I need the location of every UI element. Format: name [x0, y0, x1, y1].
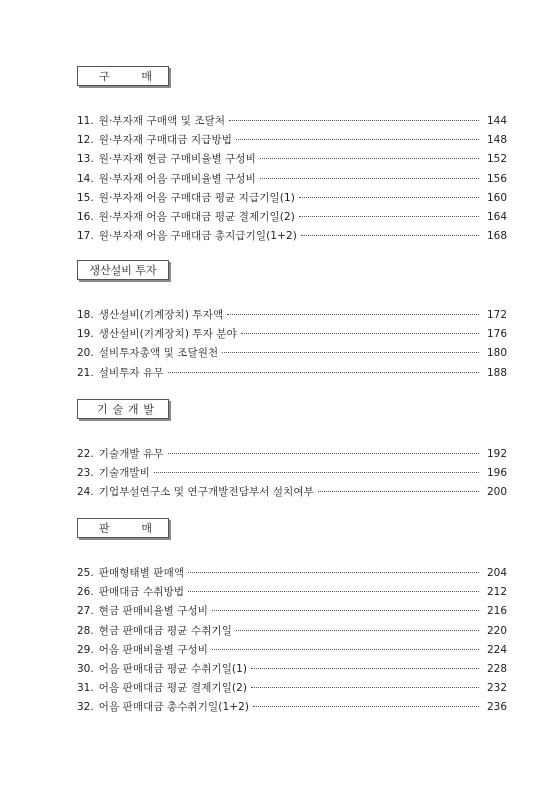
- toc-item-title: 원·부자재 어음 구매대금 평균 지급기일(1): [98, 191, 295, 204]
- toc-item[interactable]: [77, 364, 507, 383]
- toc-item-number: 16.: [77, 210, 94, 223]
- toc-item-title: 어음 판매대금 평균 결제기일(2): [98, 682, 248, 695]
- leader-dots: [212, 649, 479, 650]
- toc-item[interactable]: [77, 698, 507, 717]
- leader-dots: [168, 372, 479, 373]
- toc-item-number: 15.: [77, 191, 94, 204]
- toc-item-title: 기술개발 유무: [98, 448, 164, 460]
- toc-item[interactable]: [77, 679, 507, 698]
- section-heading-char: 기: [97, 403, 108, 416]
- toc-section-sales: [77, 518, 507, 718]
- toc-item[interactable]: [77, 325, 507, 344]
- toc-item-number: 26.: [77, 586, 94, 599]
- toc-item-number: 12.: [77, 134, 94, 147]
- toc-item-number: 31.: [77, 682, 94, 695]
- toc-list: [77, 112, 507, 246]
- toc-item-page: 172: [486, 309, 507, 321]
- toc-item-page: 156: [486, 172, 507, 185]
- leader-dots: [251, 687, 479, 688]
- toc-item[interactable]: [77, 602, 507, 621]
- section-heading-char: 매: [141, 70, 152, 83]
- toc-item-title: 원·부자재 구매액 및 조달처: [98, 115, 226, 127]
- toc-item-title: 어음 판매대금 총수취기일(1+2): [98, 701, 250, 714]
- toc-item[interactable]: [77, 227, 507, 246]
- leader-dots: [229, 120, 479, 121]
- toc-item-page: 212: [486, 586, 507, 599]
- toc-item-number: 22.: [77, 448, 94, 460]
- toc-item-number: 17.: [77, 230, 94, 243]
- toc-list: [77, 445, 507, 503]
- leader-dots: [236, 630, 479, 631]
- toc-item-page: 204: [486, 567, 507, 579]
- toc-item-page: 228: [486, 662, 507, 675]
- toc-item-title: 어음 판매대금 평균 수취기일(1): [98, 662, 248, 675]
- toc-item-title: 설비투자총액 및 조달원천: [98, 347, 219, 360]
- section-heading-char: 개: [127, 403, 139, 416]
- toc-item[interactable]: [77, 660, 507, 679]
- leader-dots: [188, 591, 479, 592]
- toc-item[interactable]: [77, 564, 507, 583]
- toc-item[interactable]: [77, 583, 507, 602]
- toc-item-page: 220: [486, 624, 507, 637]
- toc-item[interactable]: [77, 483, 507, 502]
- toc-item[interactable]: [77, 622, 507, 641]
- toc-item[interactable]: [77, 112, 507, 131]
- toc-item-page: 200: [486, 486, 507, 499]
- toc-item-page: 164: [486, 210, 507, 223]
- leader-dots: [299, 216, 479, 217]
- toc-item[interactable]: [77, 170, 507, 189]
- toc-item-page: 196: [486, 467, 507, 480]
- toc-item-title: 기업부설연구소 및 연구개발전담부서 설치여부: [98, 486, 314, 499]
- toc-item-title: 원·부자재 어음 구매대금 총지급기일(1+2): [98, 230, 297, 243]
- toc-item[interactable]: [77, 445, 507, 464]
- toc-item[interactable]: [77, 464, 507, 483]
- toc-item-page: 192: [486, 448, 507, 460]
- section-heading-technology-development: [77, 399, 169, 419]
- leader-dots: [251, 668, 479, 669]
- toc-section-equipment-investment: [77, 260, 507, 383]
- toc-item-title: 원·부자재 구매대금 지급방법: [98, 134, 232, 147]
- toc-item-page: 180: [486, 347, 507, 360]
- leader-dots: [299, 197, 479, 198]
- toc-item-page: 148: [486, 134, 507, 147]
- toc-item-number: 25.: [77, 567, 94, 579]
- toc-item-number: 29.: [77, 643, 94, 656]
- toc-item-title: 원·부자재 어음 구매대금 평균 결제기일(2): [98, 210, 295, 223]
- toc-item-number: 14.: [77, 172, 94, 185]
- toc-item-title: 생산설비(기계장치) 투자액: [98, 309, 224, 321]
- toc-item-page: 216: [486, 605, 507, 618]
- section-heading-sales: [77, 518, 169, 538]
- toc-item-title: 판매대금 수취방법: [98, 586, 185, 599]
- leader-dots: [301, 235, 479, 236]
- toc-item-page: 168: [486, 230, 507, 243]
- toc-item-number: 20.: [77, 347, 94, 360]
- leader-dots: [253, 706, 479, 707]
- toc-item-page: 236: [486, 701, 507, 714]
- leader-dots: [154, 472, 479, 473]
- toc-section-technology-development: [77, 399, 507, 503]
- section-heading-char: 구: [99, 70, 110, 83]
- leader-dots: [241, 333, 479, 334]
- toc-item-page: 224: [486, 643, 507, 656]
- toc-item-title: 원·부자재 어음 구매비율별 구성비: [98, 172, 256, 185]
- toc-item[interactable]: [77, 344, 507, 363]
- section-heading-char: 술: [112, 403, 124, 416]
- toc-item-number: 21.: [77, 366, 94, 379]
- toc-item-title: 어음 판매비율별 구성비: [98, 643, 209, 656]
- section-heading-char: 매: [141, 522, 152, 535]
- toc-item-number: 27.: [77, 605, 94, 618]
- toc-item-page: 188: [486, 366, 507, 379]
- toc-item[interactable]: [77, 189, 507, 208]
- leader-dots: [260, 158, 479, 159]
- leader-dots: [212, 610, 479, 611]
- toc-item[interactable]: [77, 131, 507, 150]
- toc-item-title: 설비투자 유무: [98, 366, 164, 379]
- toc-item[interactable]: [77, 641, 507, 660]
- leader-dots: [260, 178, 479, 179]
- leader-dots: [227, 314, 479, 315]
- toc-section-purchase: [77, 66, 507, 246]
- section-heading-char: 발: [143, 403, 154, 416]
- toc-item-title: 기술개발비: [98, 467, 150, 480]
- toc-item-number: 28.: [77, 624, 94, 637]
- toc-list: [77, 306, 507, 383]
- leader-dots: [236, 139, 479, 140]
- toc-item-title: 현금 판매대금 평균 수취기일: [98, 624, 232, 637]
- toc-item-number: 23.: [77, 467, 94, 480]
- toc-item[interactable]: [77, 306, 507, 325]
- toc-item-number: 18.: [77, 309, 94, 321]
- toc-item-title: 생산설비(기계장치) 투자 분야: [98, 328, 237, 341]
- toc-item-number: 19.: [77, 328, 94, 341]
- toc-item-number: 13.: [77, 153, 94, 166]
- toc-item-title: 판매형태별 판매액: [98, 567, 185, 579]
- toc-item-title: 원·부자재 현금 구매비율별 구성비: [98, 153, 256, 166]
- toc-item-page: 144: [486, 115, 507, 127]
- leader-dots: [318, 491, 479, 492]
- leader-dots: [188, 572, 479, 573]
- leader-dots: [168, 453, 479, 454]
- toc-item-page: 232: [486, 682, 507, 695]
- toc-item-number: 30.: [77, 662, 94, 675]
- section-heading-equipment-investment: [77, 260, 169, 280]
- toc-item-number: 24.: [77, 486, 94, 499]
- section-heading-char: 판: [99, 522, 110, 535]
- toc-item-title: 현금 판매비율별 구성비: [98, 605, 209, 618]
- toc-list: [77, 564, 507, 718]
- toc-item-page: 152: [486, 153, 507, 166]
- toc-item-number: 32.: [77, 701, 94, 714]
- toc-item[interactable]: [77, 208, 507, 227]
- toc-item-page: 160: [486, 191, 507, 204]
- section-heading-text: 생산설비 투자: [89, 264, 157, 277]
- section-heading-purchase: [77, 66, 169, 86]
- toc-item[interactable]: [77, 150, 507, 169]
- toc-item-number: 11.: [77, 115, 94, 127]
- toc-item-page: 176: [486, 328, 507, 341]
- leader-dots: [222, 352, 479, 353]
